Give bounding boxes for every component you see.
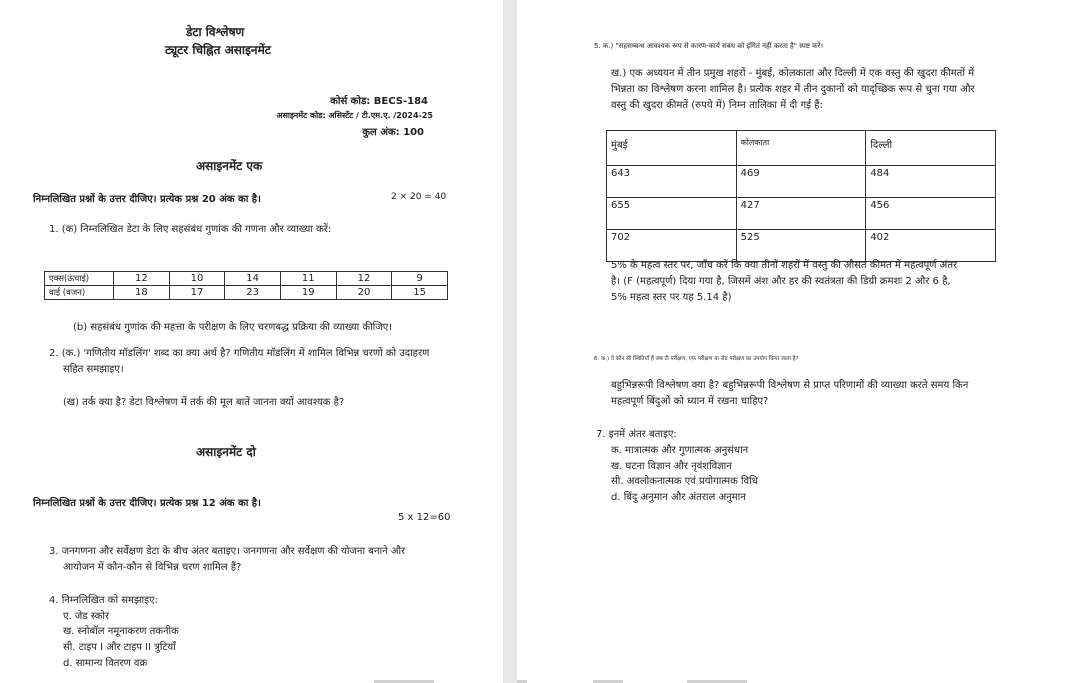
- question-2a-line2: सहित समझाइए।: [63, 364, 124, 375]
- table-row: [45, 272, 448, 286]
- table-cell: 19: [280, 286, 336, 300]
- table-cell: 643: [607, 166, 737, 198]
- column-header-kolkata: कोलकाता: [736, 131, 866, 166]
- table-cell: 12: [114, 272, 170, 286]
- column-header-delhi: दिल्ली: [866, 131, 996, 166]
- table-cell: 525: [736, 230, 866, 262]
- question-6a: 6. क.) वे कौन सी स्थितियाँ हैं जब टी परीक्षण, एफ परीक्षण या जेड परीक्षण का उपयोग किया जाता है?: [594, 356, 799, 362]
- table-cell: 469: [736, 166, 866, 198]
- question-5b-line1: ख.) एक अध्ययन में तीन प्रमुख शहरों - मुंबई, कोलकाता और दिल्ली में एक वस्तु की खुदरा कीमतों में: [611, 68, 975, 79]
- table-cell: 427: [736, 198, 866, 230]
- left-page: [0, 0, 503, 683]
- question-2b: (ख) तर्क क्या है? डेटा विश्लेषण में तर्क की मूल बातें जानना क्यों आवश्यक है?: [63, 397, 345, 408]
- table-cell: 18: [114, 286, 170, 300]
- question-6b-line2: महत्वपूर्ण बिंदुओं को ध्यान में रखना चाहिए?: [611, 396, 769, 407]
- list-item: क. मात्रात्मक और गुणात्मक अनुसंधान: [611, 445, 749, 456]
- table-cell: 655: [607, 198, 737, 230]
- list-item: ख. स्नोबॉल नमूनाकरण तकनीक: [63, 626, 179, 637]
- list-item: ख. घटना विज्ञान और नृवंशविज्ञान: [611, 461, 732, 472]
- assignment-two-marks: 5 x 12=60: [398, 512, 451, 523]
- table-cell: 484: [866, 166, 996, 198]
- subject-title: डेटा विश्लेषण: [186, 25, 245, 39]
- question-4-intro: 4. निम्नलिखित को समझाइए:: [49, 595, 158, 606]
- question-5b-after-line1: 5% के महत्व स्तर पर, जाँच करें कि क्या तीनों शहरों में वस्तु की औसत कीमत में महत्वपूर्ण अंतर: [611, 260, 958, 271]
- table-cell: 9: [392, 272, 448, 286]
- table-cell: 702: [607, 230, 737, 262]
- question-5a: 5. क.) "सहसम्बन्ध आवश्यक रूप से कारण-कार्य संबंध को इंगित नहीं करता है" स्पष्ट करें।: [594, 42, 824, 50]
- table-cell: 11: [280, 272, 336, 286]
- question-5b-after-line3: 5% महत्व स्तर पर यह 5.14 है): [611, 292, 732, 303]
- assignment-one-heading: असाइनमेंट एक: [196, 159, 263, 173]
- assignment-two-instruction: निम्नलिखित प्रश्नों के उत्तर दीजिए। प्रत्येक प्रश्न 12 अंक का है।: [33, 498, 261, 509]
- table-row: [45, 286, 448, 300]
- table-cell: 456: [866, 198, 996, 230]
- question-1a: 1. (क) निम्नलिखित डेटा के लिए सहसंबंध गुणांक की गणना और व्याख्या करें:: [49, 224, 332, 235]
- list-item: सी. टाइप I और टाइप II त्रुटियाँ: [63, 642, 176, 653]
- assignment-one-instruction: निम्नलिखित प्रश्नों के उत्तर दीजिए। प्रत्येक प्रश्न 20 अंक का है।: [33, 194, 261, 205]
- question-3-line2: आयोजन में कौन-कौन से विभिन्न चरण शामिल हैं?: [63, 562, 242, 573]
- table-cell: 12: [336, 272, 392, 286]
- list-item: d. बिंदु अनुमान और अंतराल अनुमान: [611, 492, 746, 503]
- assignment-one-marks: 2 × 20 = 40: [391, 192, 447, 202]
- height-weight-table: [44, 271, 448, 300]
- question-5b-after-line2: है। (F (महत्वपूर्ण) दिया गया है, जिसमें अंश और हर की स्वतंत्रता की डिग्री क्रमशः 2 और 6 है,: [611, 276, 951, 287]
- question-2a-line1: 2. (क.) 'गणितीय मॉडलिंग' शब्द का क्या अर्थ है? गणितीय मॉडलिंग में शामिल विभिन्न चरणों को उदाहरण: [49, 348, 430, 359]
- total-marks: कुल अंक: 100: [362, 127, 424, 138]
- table-cell: 14: [225, 272, 281, 286]
- list-item: सी. अवलोकनात्मक एवं प्रयोगात्मक विधि: [611, 476, 758, 487]
- question-6b-line1: बहुभिन्नरूपी विश्लेषण क्या है? बहुभिन्नरूपी विश्लेषण से प्राप्त परिणामों की व्याख्या करते समय किन: [611, 380, 969, 391]
- document-title: ट्यूटर चिह्नित असाइनमेंट: [165, 43, 271, 57]
- assignment-two-heading: असाइनमेंट दो: [196, 445, 256, 459]
- question-3-line1: 3. जनगणना और सर्वेक्षण डेटा के बीच अंतर बताइए। जनगणना और सर्वेक्षण की योजना बनाने और: [49, 546, 406, 557]
- table-cell: 402: [866, 230, 996, 262]
- city-price-table: [606, 130, 996, 262]
- course-code: कोर्स कोड: BECS-184: [330, 96, 428, 107]
- table-row: [607, 166, 996, 198]
- question-1b: (b) सहसंबंध गुणांक की महत्ता के परीक्षण के लिए चरणबद्ध प्रक्रिया की व्याख्या कीजिए।: [73, 322, 393, 333]
- table-cell: 23: [225, 286, 281, 300]
- assignment-code: असाइनमेंट कोड: असिस्टेंट / टी.एम.ए. /2024-25: [276, 111, 433, 120]
- table-row: [607, 198, 996, 230]
- list-item: d. सामान्य वितरण वक्र: [63, 658, 148, 669]
- table-cell: 15: [392, 286, 448, 300]
- row-label: वाई (वजन): [45, 286, 114, 300]
- table-cell: 10: [169, 272, 225, 286]
- table-cell: 17: [169, 286, 225, 300]
- list-item: ए. जेड स्कोर: [63, 611, 110, 622]
- table-cell: 20: [336, 286, 392, 300]
- row-label: एक्स(ऊंचाई): [45, 272, 114, 286]
- table-header-row: [607, 131, 996, 166]
- column-header-mumbai: मुंबई: [607, 131, 737, 166]
- table-row: [607, 230, 996, 262]
- question-5b-line3: वस्तु की खुदरा कीमतें (रुपये में) निम्न तालिका में दी गई हैं:: [611, 100, 823, 111]
- question-7-intro: 7. इनमें अंतर बताइए:: [596, 429, 677, 440]
- question-5b-line2: भिन्नता का विश्लेषण करना शामिल है। प्रत्येक शहर में तीन दुकानों को यादृच्छिक रूप से चुना गया और: [611, 84, 975, 95]
